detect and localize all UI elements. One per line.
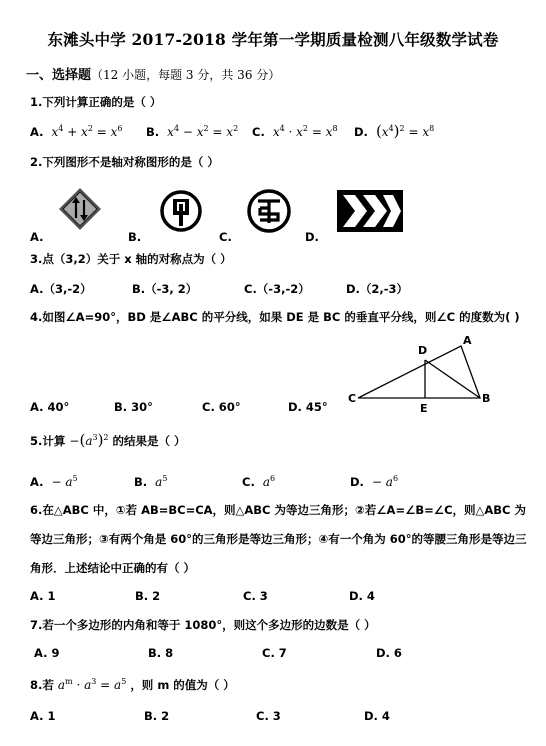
chevron-sign-icon <box>337 190 403 232</box>
question-8-stem: 8.若 $a^m \cdot a^3 = a^5$ ，则 m 的值为（ ） <box>30 677 235 692</box>
question-1-stem: 1.下列计算正确的是（ ） <box>30 95 162 109</box>
q8-option-a: A. 1 <box>30 709 56 723</box>
q3-option-b: B.（-3, 2） <box>132 282 198 296</box>
exam-title: 东滩头中学 2017-2018 学年第一学期质量检测八年级数学试卷 <box>47 30 499 49</box>
updown-arrows-sign-icon <box>58 187 102 231</box>
figure-label-e: E <box>420 402 428 414</box>
section-title: 一、选择题 <box>26 68 92 83</box>
q2-option-c-label: C. <box>219 230 232 244</box>
q1-option-d: D. $(x^4)^2 = x^8$ <box>354 122 435 140</box>
q6-option-c: C. 3 <box>243 589 268 603</box>
q2-option-b-label: B. <box>128 230 142 244</box>
q7-option-a: A. 9 <box>34 646 60 660</box>
figure-label-b: B <box>482 392 491 405</box>
question-2-stem: 2.下列图形不是轴对称图形的是（ ） <box>30 155 219 169</box>
triangle-figure <box>348 332 498 414</box>
q8-option-b: B. 2 <box>144 709 170 723</box>
q4-option-b: B. 30° <box>114 400 153 414</box>
q4-option-c: C. 60° <box>202 400 241 414</box>
bank-logo-c-icon <box>247 189 291 233</box>
q3-option-a: A.（3,-2） <box>30 282 92 296</box>
question-6-stem: 6.在△ABC 中，①若 AB=BC=CA，则△ABC 为等边三角形；②若∠A=∠B=∠C，则△ABC 为等边三角形；③有两个角是 60°的三角形是等边三角形；④有一个角为 60°的等腰三角形是等边三角形．上述结论中正确的有（ ） <box>30 503 527 575</box>
q4-option-d: D. 45° <box>288 400 328 414</box>
q8-option-d: D. 4 <box>364 709 390 723</box>
question-3-stem: 3.点（3,2）关于 x 轴的对称点为（ ） <box>30 252 232 266</box>
q5-option-b: B. $a^5$ <box>134 474 168 489</box>
q6-option-b: B. 2 <box>135 589 161 603</box>
q3-option-d: D.（2,-3） <box>346 282 409 296</box>
figure-label-a: A <box>463 334 472 347</box>
section-heading <box>26 64 280 83</box>
q1-option-c: C. $x^4 \cdot x^2 = x^8$ <box>252 124 338 139</box>
q5-option-d: D. − $a^6$ <box>350 474 399 489</box>
bank-logo-b-icon <box>160 190 202 232</box>
q3-option-c: C.（-3,-2） <box>244 282 310 296</box>
q5-option-c: C. $a^6$ <box>242 474 276 489</box>
q8-option-c: C. 3 <box>256 709 281 723</box>
section-note: （12 小题，每题 3 分，共 36 分） <box>91 68 281 82</box>
question-4-stem: 4.如图∠A=90°，BD 是∠ABC 的平分线，如果 DE 是 BC 的垂直平分线，则∠C 的度数为( ) <box>30 310 520 324</box>
question-5-stem: 5.计算 $-(a^3)^2$ 的结果是（ ） <box>30 431 186 449</box>
figure-label-d: D <box>418 344 428 357</box>
q2-option-a-label: A. <box>30 230 44 244</box>
figure-label-c: C <box>348 392 357 405</box>
q7-option-d: D. 6 <box>376 646 402 660</box>
q7-option-b: B. 8 <box>148 646 174 660</box>
q5-option-a: A. − $a^5$ <box>30 474 78 489</box>
q2-option-d-label: D. <box>305 230 319 244</box>
q6-option-a: A. 1 <box>30 589 56 603</box>
q1-option-b: B. $x^4 - x^2 = x^2$ <box>146 124 239 139</box>
q7-option-c: C. 7 <box>262 646 287 660</box>
q6-option-d: D. 4 <box>349 589 375 603</box>
q4-option-a: A. 40° <box>30 400 70 414</box>
question-7-stem: 7.若一个多边形的内角和等于 1080°，则这个多边形的边数是（ ） <box>30 618 376 632</box>
q1-option-a: A. $x^4 + x^2 = x^6$ <box>30 124 123 139</box>
